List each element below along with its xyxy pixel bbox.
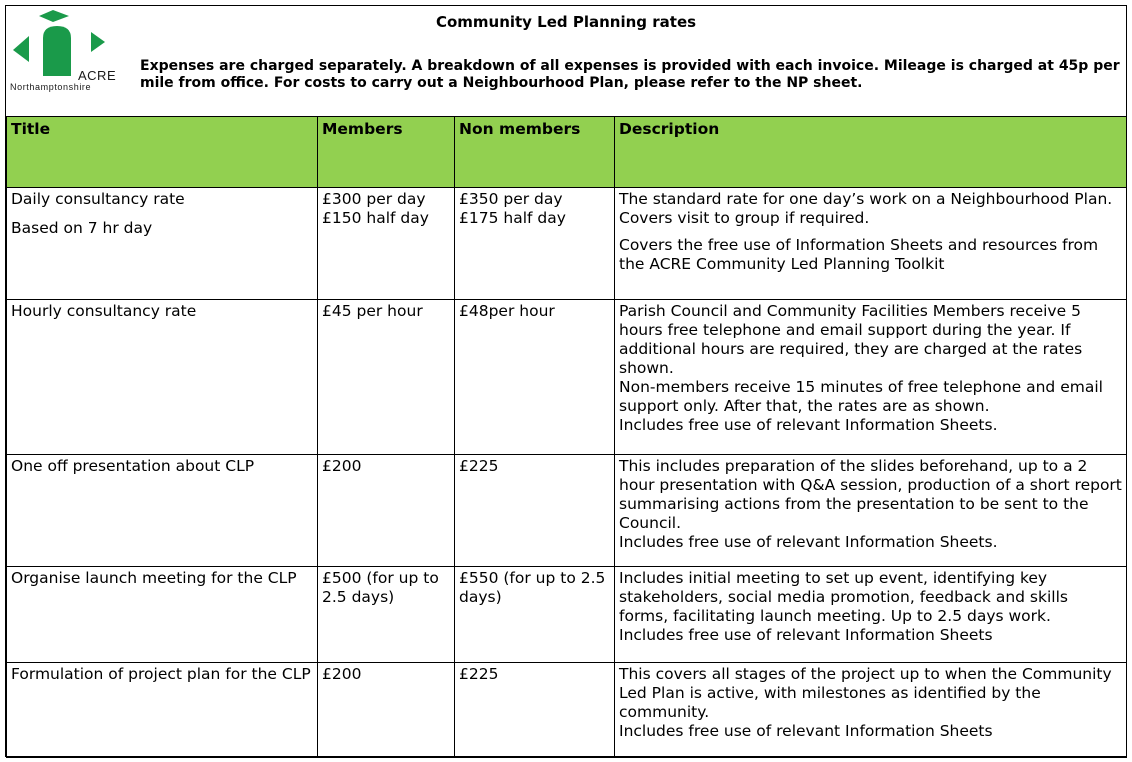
row-non-members — [455, 663, 615, 758]
title-line: Based on 7 hr day — [11, 219, 153, 237]
non-members-line: £225 — [459, 665, 499, 683]
description-para: Covers the free use of Information Sheets and resources from the ACRE Community Led Planning Toolkit — [619, 236, 1099, 273]
header-description: Description — [615, 117, 1127, 188]
description-para: Includes free use of relevant Information Sheets — [619, 626, 993, 644]
page-title: Community Led Planning rates — [435, 13, 697, 31]
row-description — [615, 188, 1127, 300]
description-para: Includes free use of relevant Information Sheets — [619, 722, 993, 740]
row-non-members — [455, 300, 615, 455]
expenses-note: Expenses are charged separately. A breakdown of all expenses is provided with each invoice. Mileage is charged at 45p per mile from office. For costs to carry out a Neighbourhood Plan, please refer to the NP sheet. — [140, 58, 1120, 91]
non-members-line: £225 — [459, 457, 499, 475]
members-line: £150 half day — [322, 209, 429, 227]
row-description — [615, 300, 1127, 455]
title-line: Hourly consultancy rate — [11, 302, 197, 320]
table-header-row — [7, 117, 1127, 188]
row-description — [615, 455, 1127, 567]
members-line: £45 per hour — [322, 302, 423, 320]
logo-northamptonshire-text: Northamptonshire — [10, 82, 92, 92]
description-para: Parish Council and Community Facilities Members receive 5 hours free telephone and email support during the year. If additional hours are required, they are charged at the rates shown. — [619, 302, 1083, 377]
row-members — [318, 455, 455, 567]
description-para: Non-members receive 15 minutes of free telephone and email support only. After that, the rates are as shown. — [619, 378, 1103, 415]
row-description — [615, 567, 1127, 663]
table-row — [7, 300, 1127, 455]
members-line: £200 — [322, 457, 362, 475]
header-title: Title — [7, 117, 318, 188]
description-para: Includes free use of relevant Information Sheets. — [619, 416, 998, 434]
row-title — [7, 188, 318, 300]
members-line: £300 per day — [322, 190, 426, 208]
row-description — [615, 663, 1127, 758]
row-non-members — [455, 455, 615, 567]
description-para: Includes free use of relevant Information Sheets. — [619, 533, 998, 551]
title-line: One off presentation about CLP — [11, 457, 255, 475]
table-row — [7, 663, 1127, 758]
row-members — [318, 567, 455, 663]
table-row — [7, 567, 1127, 663]
row-members — [318, 300, 455, 455]
members-line: £500 (for up to 2.5 days) — [322, 569, 439, 606]
logo-acre-text: ACRE — [78, 68, 117, 83]
row-title — [7, 567, 318, 663]
description-para: This includes preparation of the slides beforehand, up to a 2 hour presentation with Q&A session, production of a short report summarising actions from the presentation to be sent to the Council. — [619, 457, 1122, 532]
non-members-line: £175 half day — [459, 209, 566, 227]
rates-table — [6, 116, 1127, 758]
row-title — [7, 663, 318, 758]
row-non-members — [455, 567, 615, 663]
header-members: Members — [318, 117, 455, 188]
description-para: The standard rate for one day’s work on a Neighbourhood Plan. Covers visit to group if required. — [619, 190, 1113, 227]
table-row — [7, 188, 1127, 300]
description-para: Includes initial meeting to set up event, identifying key stakeholders, social media promotion, feedback and skills forms, facilitating launch meeting. Up to 2.5 days work. — [619, 569, 1068, 625]
row-members — [318, 188, 455, 300]
non-members-line: £48per hour — [459, 302, 555, 320]
row-non-members — [455, 188, 615, 300]
row-title — [7, 300, 318, 455]
description-para: This covers all stages of the project up to when the Community Led Plan is active, with milestones as identified by the community. — [619, 665, 1112, 721]
non-members-line: £350 per day — [459, 190, 563, 208]
table-row — [7, 455, 1127, 567]
title-line: Organise launch meeting for the CLP — [11, 569, 297, 587]
row-members — [318, 663, 455, 758]
non-members-line: £550 (for up to 2.5 days) — [459, 569, 606, 606]
title-line: Daily consultancy rate — [11, 190, 185, 208]
title-line: Formulation of project plan for the CLP — [11, 665, 311, 683]
members-line: £200 — [322, 665, 362, 683]
header-non-members: Non members — [455, 117, 615, 188]
row-title — [7, 455, 318, 567]
